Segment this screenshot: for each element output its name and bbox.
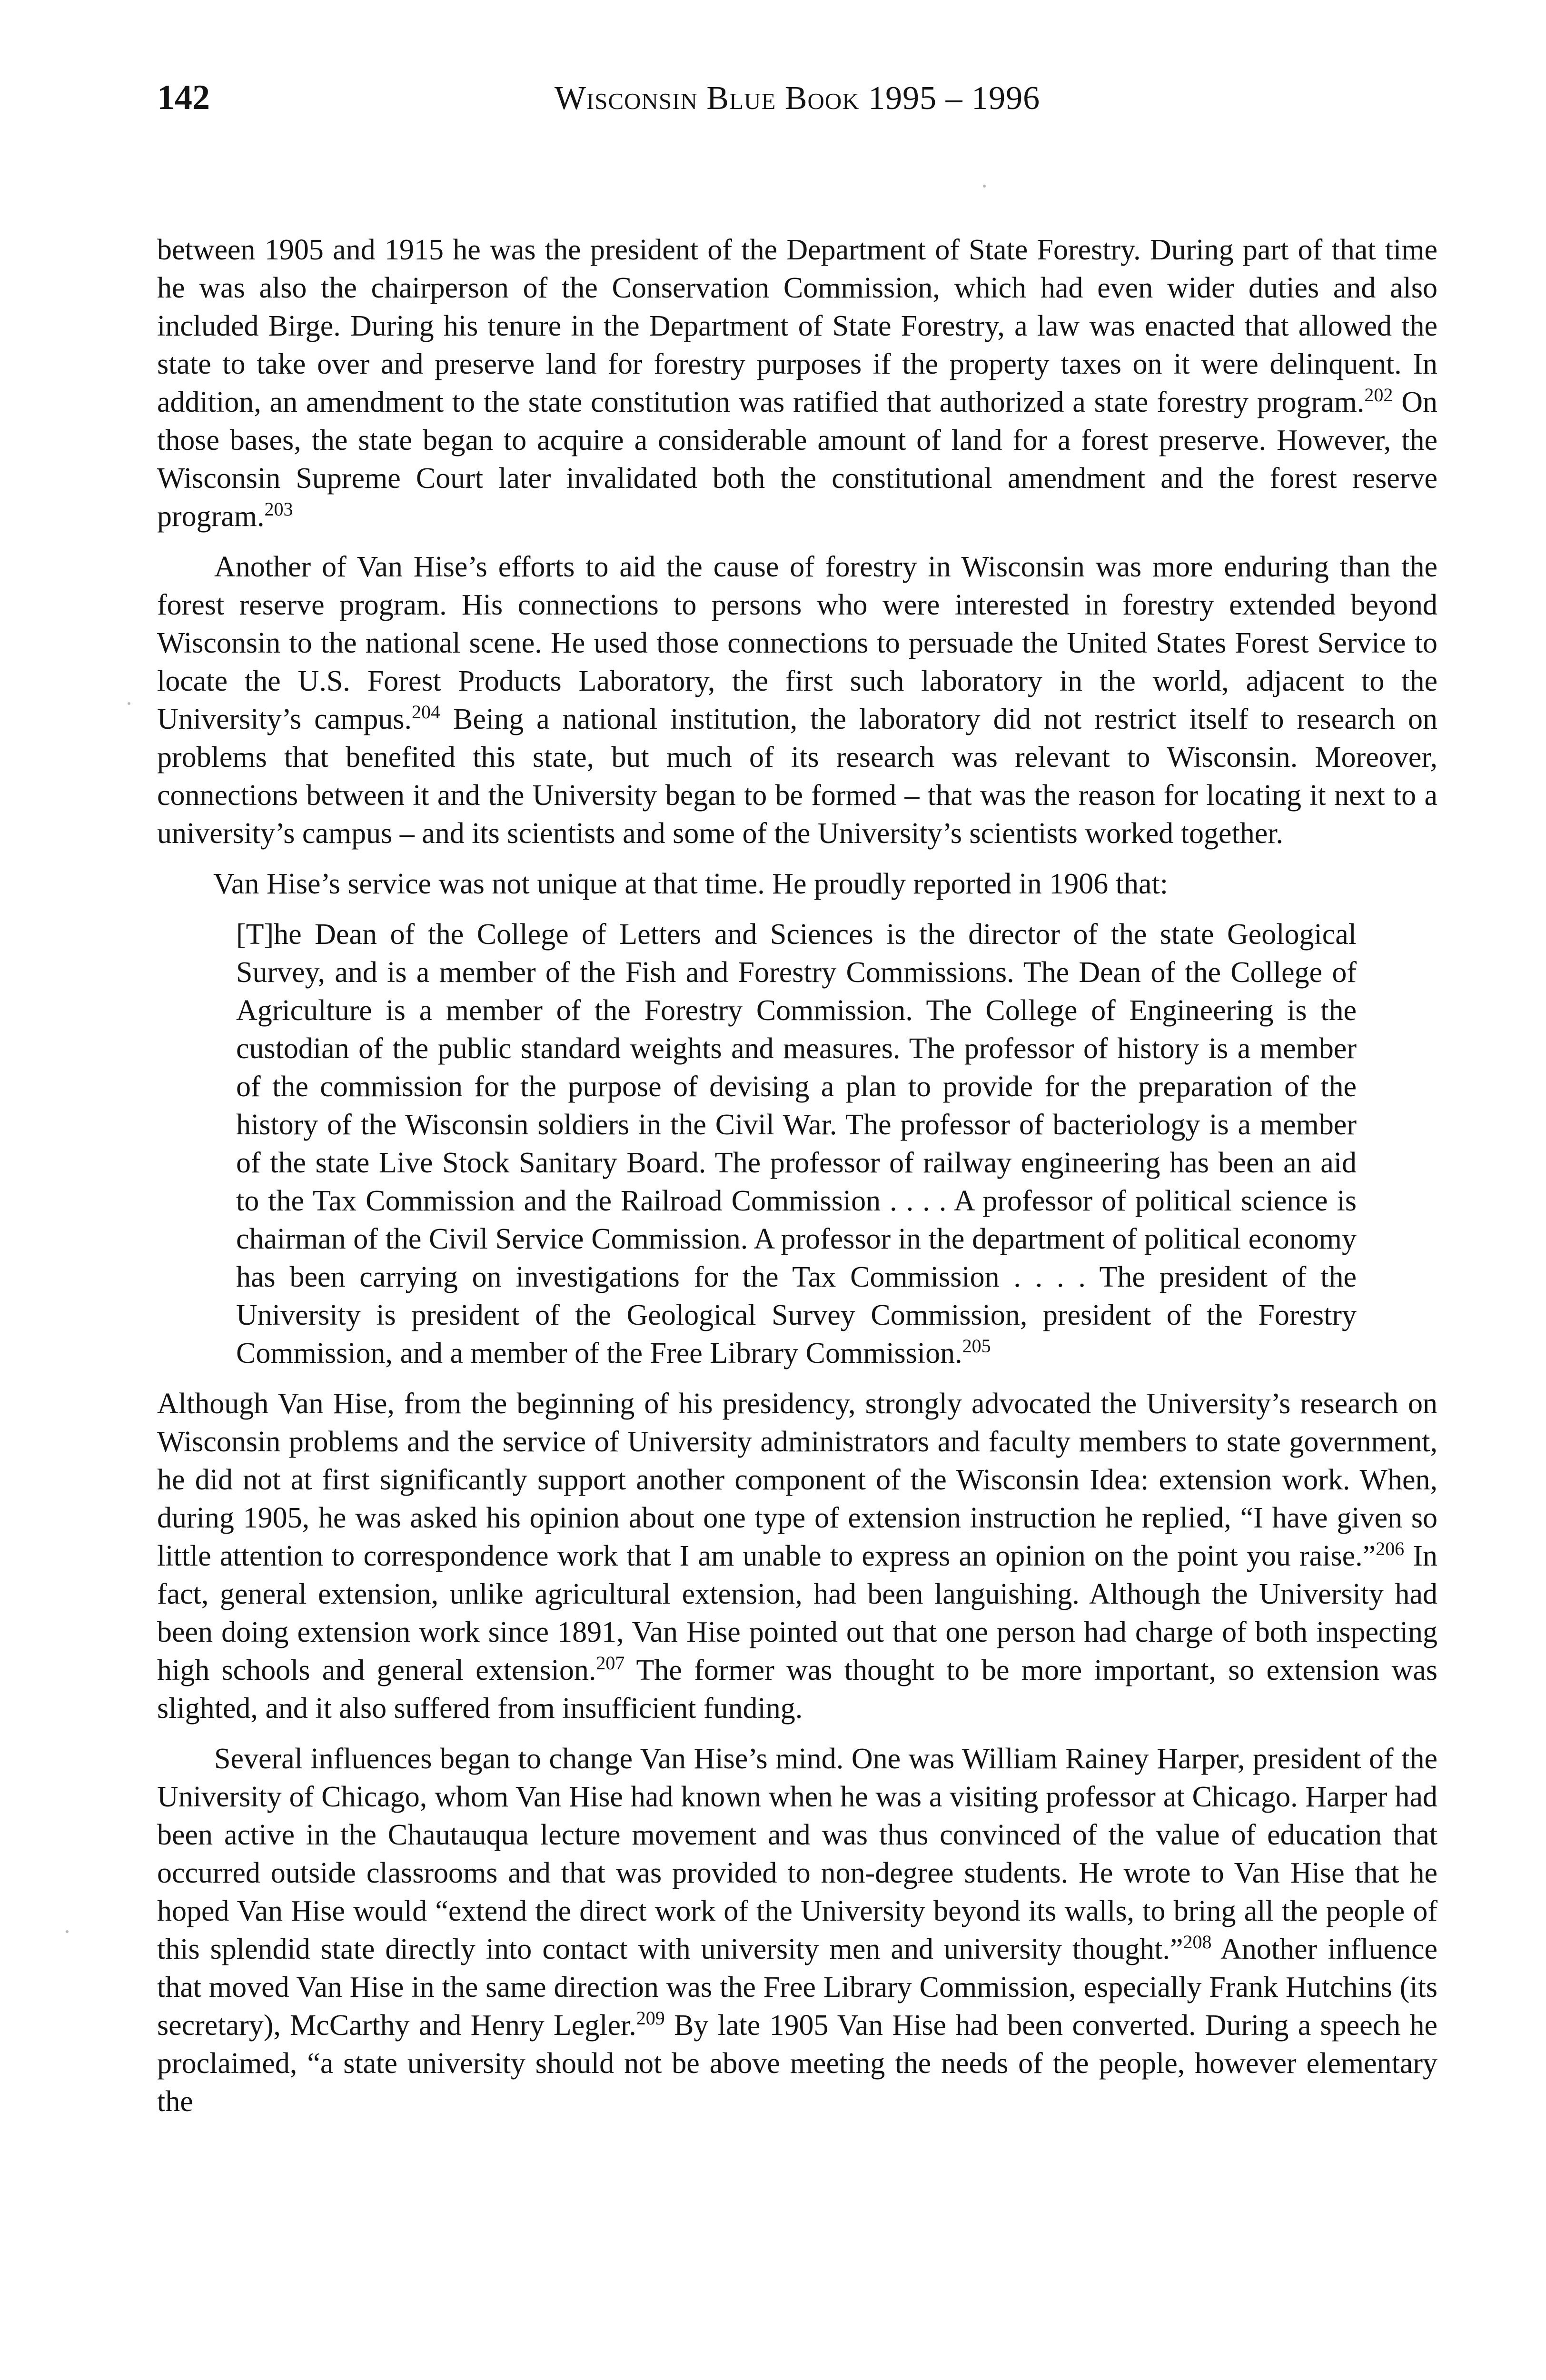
paragraph-2 xyxy=(157,548,1437,853)
scan-speck xyxy=(128,702,130,705)
running-head: Wisconsin Blue Book 1995 – 1996 xyxy=(554,80,1041,117)
block-quote xyxy=(236,915,1357,1372)
page-header xyxy=(157,80,1437,132)
footnote-ref: 209 xyxy=(636,2007,665,2029)
paragraph-text: Being a national institution, the laboratory did not restrict itself to research on problems that benefited this state, but much of its research was relevant to Wisconsin. Moreover, connections between it and the University began to be formed – that was the reason for locating it next to a university’s campus – and its scientists and some of the University’s scientists worked together. xyxy=(157,703,1437,850)
footnote-ref: 203 xyxy=(264,498,293,520)
footnote-ref: 202 xyxy=(1364,384,1393,406)
scan-speck xyxy=(66,1930,69,1933)
paragraph-text: The former was thought to be more important, so extension was slighted, and it also suffered from insufficient funding. xyxy=(157,1654,1437,1725)
paragraph-5 xyxy=(157,1740,1437,2121)
paragraph-4 xyxy=(157,1385,1437,1727)
body-text xyxy=(157,231,1437,2133)
paragraph-text: Another influence that moved Van Hise in the same direction was the Free Library Commission, especially Frank Hutchins (its secretary), McCarthy and Henry Legler. xyxy=(157,1933,1437,2042)
paragraph-text: In fact, general extension, unlike agricultural extension, had been languishing. Although the University had been doing extension work since 1891, Van Hise pointed out that one person had charge of both inspecting high schools and general extension. xyxy=(157,1540,1437,1686)
page-number: 142 xyxy=(157,78,210,117)
paragraph-text: between 1905 and 1915 he was the president of the Department of State Forestry. During part of that time he was also the chairperson of the Conservation Commission, which had even wider duties and also included Birge. During his tenure in the Department of State Forestry, a law was enacted that allowed the state to take over and preserve land for forestry purposes if the property taxes on it were delinquent. In addition, an amendment to the state constitution was ratified that authorized a state forestry program. xyxy=(157,234,1437,418)
scan-speck xyxy=(983,185,986,188)
quote-text: [T]he Dean of the College of Letters and Sciences is the director of the state Geological Survey, and is a member of the Fish and Forestry Commissions. The Dean of the College of Agriculture is a member of the Forestry Commission. The College of Engineering is the custodian of the public standard weights and measures. The professor of history is a member of the commission for the purpose of devising a plan to provide for the preparation of the history of the Wisconsin soldiers in the Civil War. The professor of bacteriology is a member of the state Live Stock Sanitary Board. The professor of railway engineering has been an aid to the Tax Commission and the Railroad Commission . . . . A professor of political science is chairman of the Civil Service Commission. A professor in the department of political economy has been carrying on investigations for the Tax Commission . . . . The president of the University is president of the Geological Survey Commission, president of the Forestry Commission, and a member of the Free Library Commission. xyxy=(236,918,1357,1369)
footnote-ref: 207 xyxy=(596,1652,625,1674)
paragraph-3 xyxy=(213,865,1437,903)
footnote-ref: 204 xyxy=(411,701,440,723)
footnote-ref: 206 xyxy=(1376,1538,1405,1559)
paragraph-text: By late 1905 Van Hise had been converted. During a speech he proclaimed, “a state university should not be above meeting the needs of the people, however elementary the xyxy=(157,2009,1438,2118)
footnote-ref: 205 xyxy=(962,1335,991,1357)
paragraph-text: Several influences began to change Van Hise’s mind. One was William Rainey Harper, president of the University of Chicago, whom Van Hise had known when he was a visiting professor at Chicago. Harper had been active in the Chautauqua lecture movement and was thus convinced of the value of education that occurred outside classrooms and that was provided to non-degree students. He wrote to Van Hise that he hoped Van Hise would “extend the direct work of the University beyond its walls, to bring all the people of this splendid state directly into contact with university men and university thought.” xyxy=(157,1743,1437,1965)
paragraph-text: Another of Van Hise’s efforts to aid the cause of forestry in Wisconsin was more enduring than the forest reserve program. His connections to persons who were interested in forestry extended beyond Wisconsin to the national scene. He used those connections to persuade the United States Forest Service to locate the U.S. Forest Products Laboratory, the first such laboratory in the world, adjacent to the University’s campus. xyxy=(157,551,1437,735)
paragraph-text: Van Hise’s service was not unique at that time. He proudly reported in 1906 that: xyxy=(213,868,1168,900)
paragraph-text: Although Van Hise, from the beginning of his presidency, strongly advocated the University’s research on Wisconsin problems and the service of University administrators and faculty members to state government, he did not at first significantly support another component of the Wisconsin Idea: extension work. When, during 1905, he was asked his opinion about one type of extension instruction he replied, “I have given so little attention to correspondence work that I am unable to express an opinion on the point you raise.” xyxy=(157,1388,1437,1572)
paragraph-text: On those bases, the state began to acquire a considerable amount of land for a forest preserve. However, the Wisconsin Supreme Court later invalidated both the constitutional amendment and the forest reserve program. xyxy=(157,386,1437,533)
footnote-ref: 208 xyxy=(1183,1931,1212,1953)
paragraph-1 xyxy=(157,231,1437,536)
